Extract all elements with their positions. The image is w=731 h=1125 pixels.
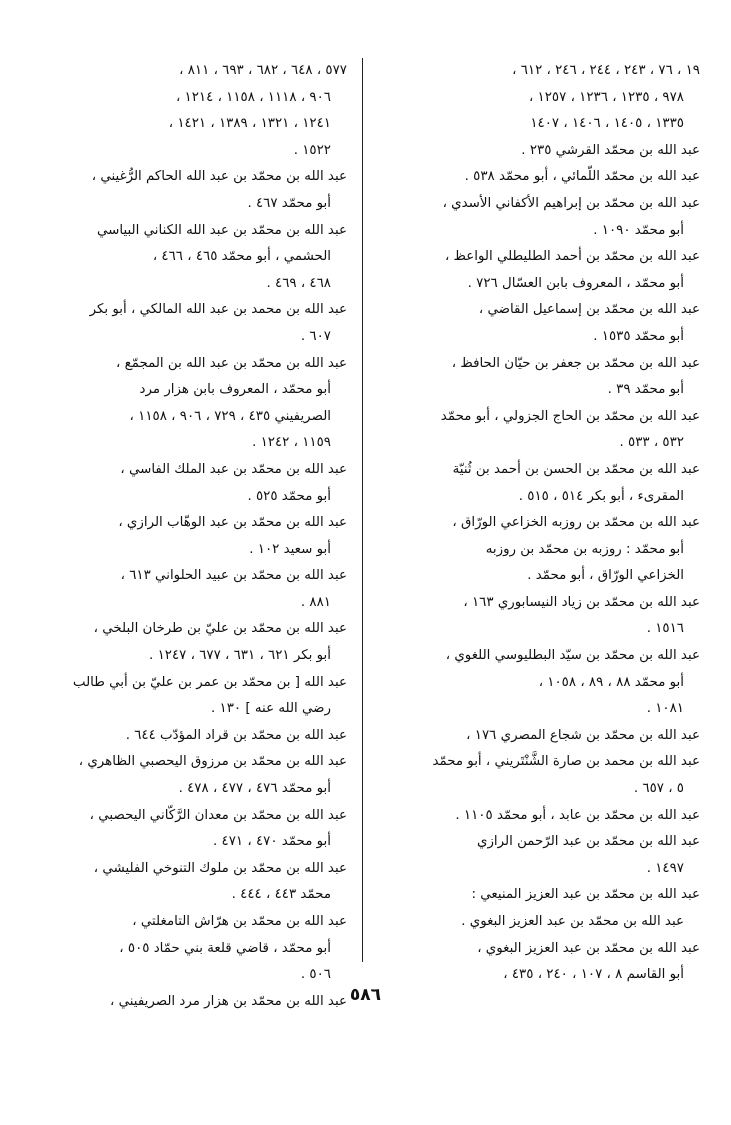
entry-continuation-line: عبد الله بن محمّد بن عبد العزيز البغوي .: [461, 914, 684, 929]
entry-continuation-line: أبو محمّد ٤٦٧ .: [247, 195, 331, 211]
entry-line: عبد الله بن محمّد بن عبد العزيز المنيعي :: [471, 887, 700, 903]
entry-continuation-line: أبو محمّد ٤٧٠ ، ٤٧١ .: [213, 834, 331, 850]
entry-line: عبد الله بن محمّد بن الحاج الجزولي ، أبو محمّد: [440, 408, 700, 424]
entry-continuation-line: أبو محمّد ١٠٩٠ .: [593, 222, 684, 238]
left-column: [29, 58, 347, 1015]
entry-continuation-line: ٩٠٦ ، ١١١٨ ، ١١٥٨ ، ١٢١٤ ،: [175, 89, 331, 105]
index-entry: [382, 164, 700, 191]
entry-continuation-line: أبو محمّد ، المعروف بابن العسّال ٧٢٦ .: [467, 275, 684, 291]
index-entry: [29, 218, 347, 298]
index-entry: [382, 723, 700, 750]
entry-line: عبد الله [ بن محمّد بن عمر بن عليّ بن أبي طالب: [72, 674, 347, 690]
index-entry: [382, 351, 700, 404]
entry-line: ٥٧٧ ، ٦٤٨ ، ٦٨٢ ، ٦٩٣ ، ٨١١ ،: [179, 63, 347, 78]
entry-line: عبد الله بن محمّد بن عليّ بن طرخان البلخي ،: [93, 621, 347, 637]
entry-line: عبد الله بن محمّد بن أحمد الطليطلي الواعظ ،: [444, 249, 700, 265]
entry-line: عبد الله بن محمّد بن جعفر بن حيّان الحافظ ،: [451, 355, 700, 371]
index-entry: [29, 510, 347, 563]
right-column: [382, 58, 700, 989]
entry-line: عبد الله بن محمّد بن روزبه الخزاعي الورّاق ،: [452, 515, 700, 531]
entry-line: عبد الله بن محمّد بن هزار مرد الصريفيني ،: [110, 993, 347, 1009]
index-entry: [382, 936, 700, 989]
index-entry: [382, 244, 700, 297]
entry-line: عبد الله بن محمّد بن إبراهيم الأكفاني الأسدي ،: [442, 195, 700, 211]
entry-continuation-line: أبو محمّد ، قاضي قلعة بني حمّاد ٥٠٥ ،: [119, 940, 331, 956]
entry-line: ١٩ ، ٧٦ ، ٢٤٣ ، ٢٤٤ ، ٢٤٦ ، ٦١٢ ،: [512, 63, 700, 78]
entry-continuation-line: أبو محمّد ٤٧٦ ، ٤٧٧ ، ٤٧٨ .: [178, 781, 331, 797]
index-entry: [29, 749, 347, 802]
entry-continuation-line: أبو محمّد : روزبه بن محمّد بن روزبه: [485, 541, 684, 557]
index-entry: [29, 856, 347, 909]
entry-line: عبد الله بن محمّد بن عبيد الحلواني ٦١٣ ،: [120, 568, 347, 584]
entry-line: عبد الله بن محمّد بن عبد العزيز البغوي ،: [477, 940, 700, 956]
index-entry: [29, 803, 347, 856]
entry-continuation-line: أبو محمّد ٣٩ .: [607, 382, 684, 398]
entry-continuation-line: أبو محمّد ٥٢٥ .: [247, 488, 331, 504]
entry-line: عبد الله بن محمّد بن قراد المؤدّب ٦٤٤ .: [125, 727, 347, 743]
index-entry: [29, 909, 347, 989]
entry-line: عبد الله بن محمّد اللّمائي ، أبو محمّد ٥٣٨ .: [464, 169, 700, 185]
index-entry: [382, 882, 700, 935]
entry-line: عبد الله بن محمّد بن سيّد البطليوسي اللغوي ،: [445, 648, 700, 664]
entry-line: عبد الله بن محمّد بن عبد الله الحاكم الرُّغيني ،: [91, 169, 347, 185]
index-entry: [382, 297, 700, 350]
entry-continuation-line: ١٥٢٢ .: [293, 142, 331, 158]
entry-line: عبد الله بن محمد بن صارة الشَّنْتَريني ، أبو محمّد: [432, 754, 700, 770]
entry-continuation-line: ١٥١٦ .: [646, 621, 684, 637]
entry-line: عبد الله بن محمّد بن زياد النيسابوري ١٦٣ ،: [463, 594, 700, 610]
entry-line: عبد الله بن محمّد بن عابد ، أبو محمّد ١١٠٥ .: [455, 807, 700, 823]
entry-continuation-line: أبو بكر ٦٢١ ، ٦٣١ ، ٦٧٧ ، ١٢٤٧ .: [149, 648, 331, 664]
entry-line: عبد الله بن محمّد بن الحسن بن أحمد بن ثُنيّة: [452, 461, 700, 477]
entry-continuation-line: أبو محمّد ، المعروف بابن هزار مرد: [139, 382, 331, 398]
index-entry: [29, 297, 347, 350]
index-entry: [382, 457, 700, 510]
entry-line: عبد الله بن محمّد بن مرزوق اليحصبي الظاهري ،: [78, 754, 347, 770]
entry-continuation-line: رضي الله عنه ] ١٣٠ .: [211, 701, 331, 717]
entry-continuation-line: أبو سعيد ١٠٢ .: [249, 541, 331, 557]
entry-line: عبد الله بن محمّد بن ملوك التنوخي الفليشي ،: [93, 860, 347, 876]
entry-continuation-line: ٥٠٦ .: [300, 967, 331, 983]
entry-line: عبد الله بن محمّد بن إسماعيل القاضي ،: [478, 302, 700, 318]
entry-continuation-line: ٥ ، ٦٥٧ .: [633, 781, 684, 797]
entry-line: عبد الله بن محمّد بن شجاع المصري ١٧٦ ،: [466, 727, 700, 743]
entry-line: عبد الله بن محمّد بن معدان الرَّكّاني اليحصبي ،: [89, 807, 347, 823]
entry-continuation-line: ٥٣٢ ، ٥٣٣ .: [619, 435, 684, 451]
index-entry: [382, 803, 700, 830]
entry-continuation-line: ٦٠٧ .: [300, 328, 331, 344]
entry-continuation-line: محمّد ٤٤٣ ، ٤٤٤ .: [231, 887, 331, 903]
entry-continuation-line: ٨٨١ .: [300, 594, 331, 610]
entry-continuation-line: ١٢٤١ ، ١٣٢١ ، ١٣٨٩ ، ١٤٢١ ،: [168, 116, 331, 132]
entry-continuation-line: المقرىء ، أبو بكر ٥١٤ ، ٥١٥ .: [518, 488, 684, 504]
entry-continuation-line: الصريفيني ٤٣٥ ، ٧٢٩ ، ٩٠٦ ، ١١٥٨ ،: [129, 408, 331, 424]
index-entry: [382, 58, 700, 138]
entry-continuation-line: ١٠٨١ .: [646, 701, 684, 717]
index-entry: [29, 563, 347, 616]
entry-line: عبد الله بن محمد بن عبد الله المالكي ، أبو بكر: [89, 302, 347, 318]
entry-line: عبد الله بن محمّد بن عبد الرّحمن الرازي: [476, 834, 700, 850]
index-entry: [382, 829, 700, 882]
index-entry: [382, 749, 700, 802]
entry-continuation-line: ١١٥٩ ، ١٢٤٢ .: [252, 435, 331, 451]
entry-line: عبد الله بن محمّد بن عبد الملك الفاسي ،: [120, 461, 347, 477]
entry-line: عبد الله بن محمّد بن عبد الله الكناني البياسي: [97, 222, 347, 238]
index-entry: [382, 404, 700, 457]
index-entry: [29, 723, 347, 750]
index-entry: [382, 191, 700, 244]
page-number: ٥٨٦: [349, 985, 382, 1005]
index-entry: [29, 164, 347, 217]
entry-line: عبد الله بن محمّد القرشي ٢٣٥ .: [521, 142, 700, 158]
entry-continuation-line: الحشمي ، أبو محمّد ٤٦٥ ، ٤٦٦ ،: [152, 249, 331, 265]
entry-continuation-line: ٩٧٨ ، ١٢٣٥ ، ١٢٣٦ ، ١٢٥٧ ،: [528, 89, 684, 105]
column-divider: [362, 58, 363, 962]
index-entry: [382, 643, 700, 723]
index-entry: [29, 457, 347, 510]
entry-continuation-line: ٤٦٨ ، ٤٦٩ .: [266, 275, 331, 291]
entry-continuation-line: ١٣٣٥ ، ١٤٠٥ ، ١٤٠٦ ، ١٤٠٧: [530, 116, 684, 132]
entry-line: عبد الله بن محمّد بن عبد الوهّاب الرازي ،: [118, 515, 347, 531]
entry-line: عبد الله بن محمّد بن هرّاش التامغلتي ،: [132, 914, 347, 929]
entry-continuation-line: ١٤٩٧ .: [646, 860, 684, 876]
entry-continuation-line: الخزاعي الورّاق ، أبو محمّد .: [527, 568, 684, 584]
index-entry: [382, 590, 700, 643]
entry-line: عبد الله بن محمّد بن عبد الله بن المجمّع ،: [116, 355, 347, 371]
index-entry: [382, 138, 700, 165]
index-entry: [29, 616, 347, 669]
entry-continuation-line: أبو القاسم ٨ ، ١٠٧ ، ٢٤٠ ، ٤٣٥ ،: [503, 967, 684, 983]
index-entry: [29, 58, 347, 164]
index-entry: [29, 351, 347, 457]
index-entry: [382, 510, 700, 590]
entry-continuation-line: أبو محمّد ١٥٣٥ .: [593, 328, 684, 344]
index-entry: [29, 670, 347, 723]
entry-continuation-line: أبو محمّد ٨٨ ، ٨٩ ، ١٠٥٨ ،: [538, 674, 684, 690]
